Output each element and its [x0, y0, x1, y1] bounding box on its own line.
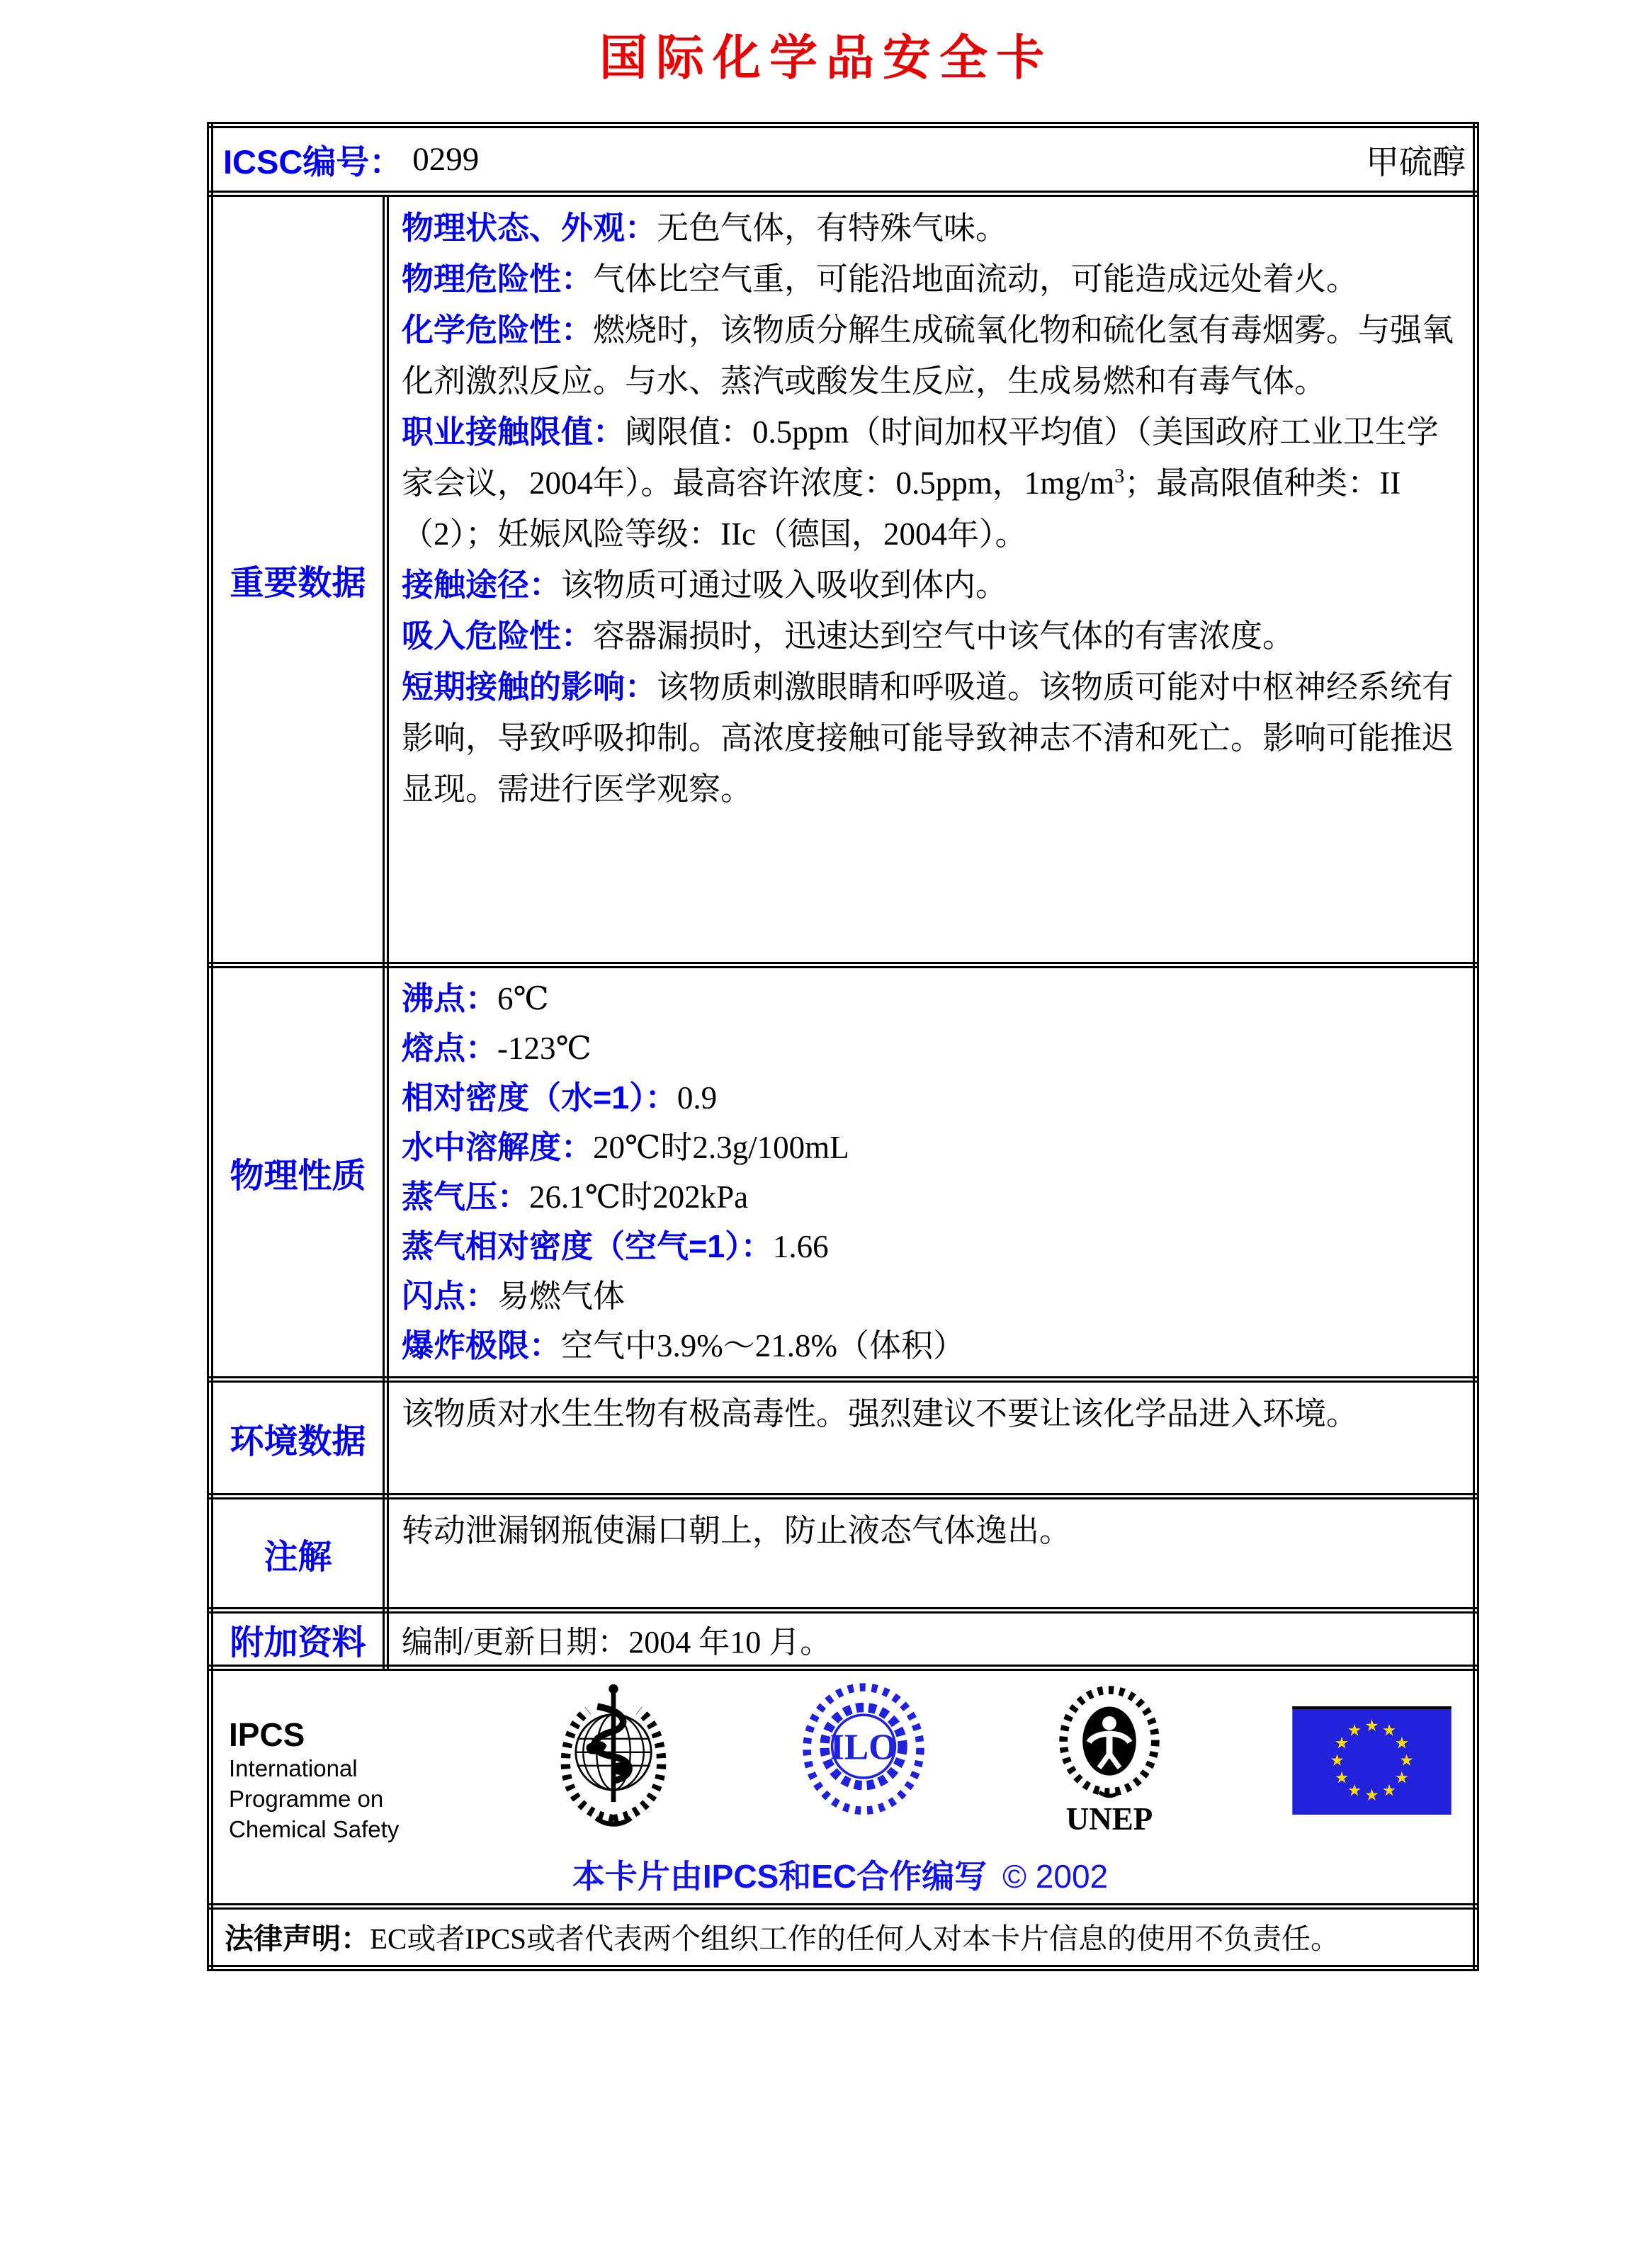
who-icon: [546, 1682, 681, 1834]
logos-row: [210, 1668, 1476, 1907]
legal-notice-text: EC或者IPCS或者代表两个组织工作的任何人对本卡片信息的使用不负责任。: [370, 1922, 1340, 1956]
field-text: 该物质可通过吸入吸收到体内。: [561, 567, 1008, 603]
ipcs-logo-text: [229, 1682, 427, 1845]
unep-icon: [1046, 1682, 1173, 1836]
field-text: 0.9: [677, 1080, 718, 1116]
section-content-environmental-data: [386, 1380, 1476, 1497]
field-routes-of-exposure: [402, 560, 1463, 611]
icsc-number-label: ICSC编号：: [223, 142, 403, 181]
section-label-notes: 注解: [210, 1497, 386, 1611]
field-label: 短期接触的影响：: [402, 669, 657, 705]
field-label: 蒸气相对密度（空气=1）：: [402, 1228, 773, 1264]
field-label: 熔点：: [402, 1030, 498, 1066]
field-text: 气体比空气重，可能沿地面流动，可能造成远处着火。: [593, 261, 1359, 297]
field-physical-state-appearance: [402, 203, 1463, 254]
legal-notice-row: [210, 1906, 1476, 1968]
field-label: 吸入危险性：: [402, 618, 594, 654]
field-relative-vapour-density: [402, 1222, 1463, 1271]
field-melting-point: [402, 1024, 1463, 1073]
section-content-important-data: [386, 194, 1476, 965]
field-label: 蒸气压：: [402, 1179, 530, 1215]
ilo-icon: [800, 1682, 927, 1821]
section-label-important-data: 重要数据: [210, 194, 386, 965]
field-label: 相对密度（水=1）：: [402, 1079, 677, 1116]
field-text: 容器漏损时，迅速达到空气中该气体的有害浓度。: [593, 618, 1295, 654]
field-text: 该物质刺激眼睛和呼吸道。该物质可能对中枢神经系统有影响，导致呼吸抑制。高浓度接触可能导致神志不清和死亡。影响可能推迟显现。需进行医学观察。: [402, 669, 1454, 807]
field-explosive-limits: [402, 1321, 1463, 1371]
field-solubility-in-water: [402, 1123, 1463, 1172]
field-short-term-exposure-effects: [402, 662, 1463, 815]
credit-text: 本卡片由IPCS和EC合作编写: [572, 1857, 988, 1895]
field-text: 阈限值：0.5ppm（时间加权平均值）（美国政府工业卫生学家会议，2004年）。最高容许浓度：0.5ppm，1mg/m: [402, 414, 1439, 501]
field-label: 接触途径：: [402, 567, 562, 603]
field-label: 物理状态、外观：: [402, 210, 657, 246]
field-text: 1.66: [772, 1229, 829, 1264]
field-inhalation-risk: [402, 611, 1463, 662]
field-text: 26.1℃时202kPa: [529, 1179, 749, 1215]
field-text: 20℃时2.3g/100mL: [593, 1130, 849, 1165]
field-boiling-point: [402, 974, 1463, 1024]
unep-caption: UNEP: [1065, 1801, 1153, 1832]
field-text: -123℃: [497, 1031, 592, 1066]
field-relative-density-water: [402, 1073, 1463, 1123]
section-label-physical-properties: 物理性质: [210, 965, 386, 1380]
field-text: 燃烧时，该物质分解生成硫氧化物和硫化氢有毒烟雾。与强氧化剂激烈反应。与水、蒸汽或酸发生反应，生成易燃和有毒气体。: [402, 312, 1454, 399]
section-label-environmental-data: 环境数据: [210, 1380, 386, 1497]
ilo-letters: ILO: [830, 1727, 897, 1768]
legal-notice-label: 法律声明：: [225, 1922, 370, 1956]
ipcs-subtitle-line: Programme on: [229, 1785, 384, 1812]
ipcs-subtitle-line: Chemical Safety: [229, 1815, 400, 1842]
credit-line: [229, 1851, 1452, 1898]
environmental-data-text: 该物质对水生生物有极高毒性。强烈建议不要让该化学品进入环境。: [402, 1396, 1359, 1431]
field-label: 水中溶解度：: [402, 1129, 594, 1165]
section-label-additional-information: 附加资料: [210, 1611, 386, 1668]
ipcs-title: IPCS: [229, 1716, 305, 1753]
eu-flag-icon: [1292, 1682, 1452, 1818]
field-text: 易燃气体: [497, 1278, 626, 1314]
ipcs-subtitle-line: International: [229, 1754, 358, 1781]
field-label: 闪点：: [402, 1278, 498, 1314]
notes-text: 转动泄漏钢瓶使漏口朝上，防止液态气体逸出。: [402, 1513, 1072, 1548]
field-label: 职业接触限值：: [402, 414, 626, 450]
field-chemical-dangers: [402, 305, 1463, 407]
field-text: 6℃: [497, 981, 549, 1016]
copyright-text: © 2002: [1002, 1857, 1109, 1895]
field-physical-dangers: [402, 254, 1463, 305]
chemical-name: 甲硫醇: [1366, 144, 1466, 181]
section-content-notes: [386, 1497, 1476, 1611]
field-label: 物理危险性：: [402, 261, 594, 297]
field-text: 无色气体，有特殊气味。: [657, 210, 1008, 246]
section-content-physical-properties: [386, 965, 1476, 1380]
field-label: 沸点：: [402, 980, 498, 1016]
card-header-row: [210, 125, 1476, 194]
field-text: ；最高限值种类：II（2）；妊娠风险等级：IIc（德国，2004年）。: [402, 465, 1401, 552]
field-text: 空气中3.9%～21.8%（体积）: [561, 1328, 965, 1363]
superscript: 3: [1114, 465, 1125, 487]
field-flash-point: [402, 1271, 1463, 1321]
field-label: 化学危险性：: [402, 312, 594, 348]
field-vapour-pressure: [402, 1172, 1463, 1222]
page-title: 国际化学品安全卡: [599, 31, 1053, 85]
icsc-number-value: 0299: [412, 141, 480, 178]
additional-information-text: 编制/更新日期：2004 年10 月。: [402, 1625, 832, 1660]
field-label: 爆炸极限：: [402, 1327, 562, 1363]
section-content-additional-information: [386, 1611, 1476, 1668]
icsc-card-table: [207, 122, 1479, 1971]
field-occupational-exposure-limits: [402, 407, 1463, 560]
